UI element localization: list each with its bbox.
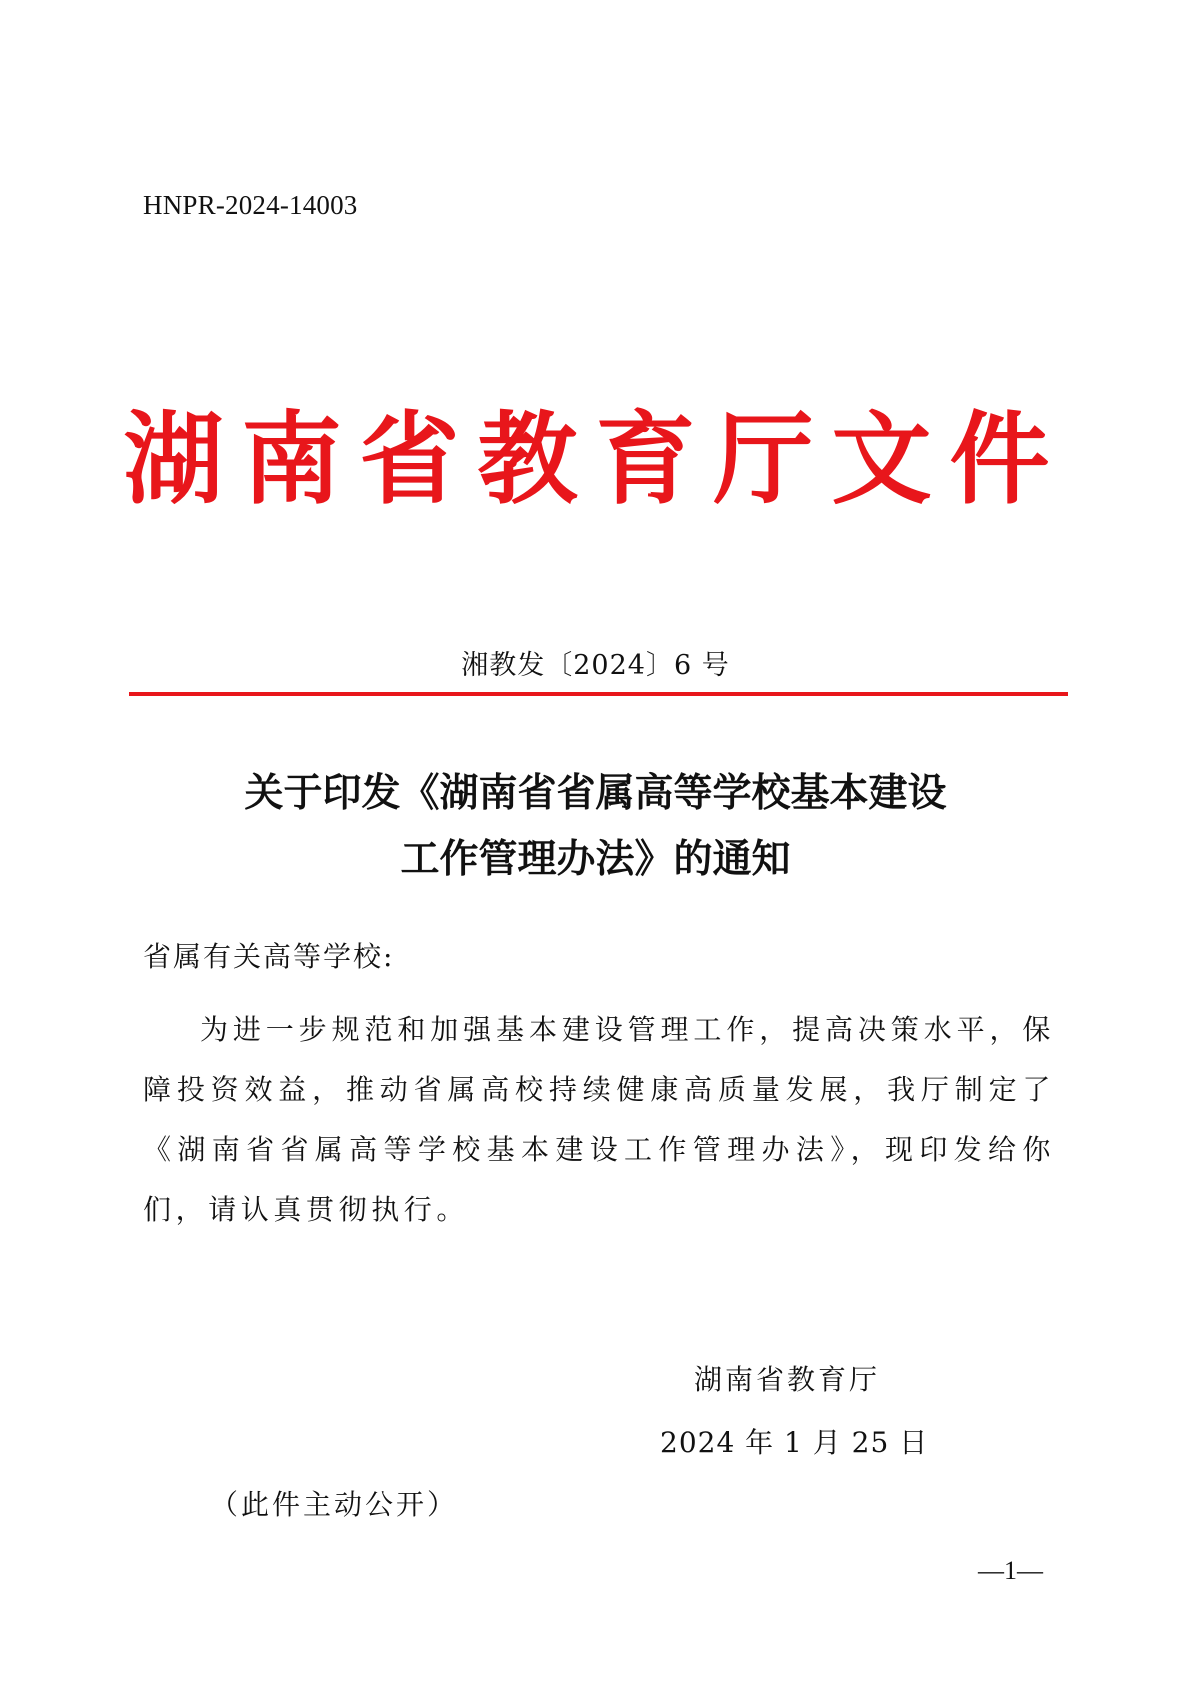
document-number: 湘教发〔2024〕6 号 [461, 650, 730, 681]
recipient-line: 省属有关高等学校: [143, 940, 395, 973]
masthead-title: 湖南省教育厅文件 [123, 401, 1068, 518]
page-number: —1— [978, 1556, 1043, 1585]
disclosure-note: （此件主动公开） [210, 1488, 459, 1521]
red-divider [129, 692, 1068, 696]
issue-date: 2024 年 1 月 25 日 [660, 1426, 929, 1459]
document-id: HNPR-2024-14003 [143, 190, 358, 220]
body-paragraph: 为进一步规范和加强基本建设管理工作，提高决策水平，保障投资效益，推动省属高校持续健康高质量发展，我厅制定了《湖南省省属高等学校基本建设工作管理办法》，现印发给你们，请认真贯彻执行。 [143, 1013, 1055, 1226]
notice-title [0, 760, 1191, 892]
notice-title-line-2: 工作管理办法》的通知 [400, 836, 791, 882]
issuer-signature: 湖南省教育厅 [694, 1363, 881, 1396]
notice-title-line-1: 关于印发《湖南省省属高等学校基本建设 [244, 770, 947, 816]
